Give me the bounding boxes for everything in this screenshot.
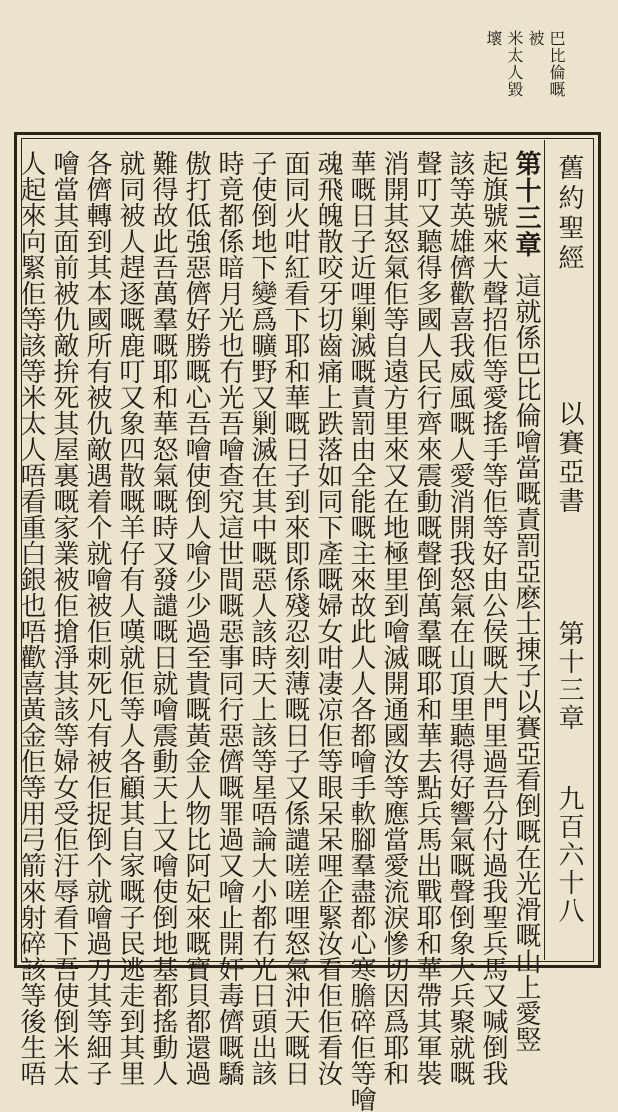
text-column: 魂飛魄散咬牙切齒痛上跌落如同下產嘅婦女咁凄凉佢等眼呆呆哩企緊汝看佢佢看汝 xyxy=(313,150,343,1086)
text-column: 人起來向緊佢等該等米太人唔看重白銀也唔歡喜黃金佢等用弓箭來射碎該等後生唔 xyxy=(16,150,46,1086)
text-column: 就同被人趕逐嘅鹿叮又象四散嘅羊仔有人嘆就佢等人各顧其自家嘅子民逃走到其里 xyxy=(115,150,145,1086)
text-column: 起旗號來大聲招佢等愛搖手等佢等好由公侯嘅大門里過吾分付過我聖兵馬又喊倒我 xyxy=(478,150,508,1086)
page-number: 九百六十八 xyxy=(554,785,584,925)
margin-note-line: 米太人毀壞 xyxy=(484,30,524,98)
header-chapter: 第十三章 xyxy=(554,620,584,732)
text-column: 時竟都係暗月光也冇光吾噲查究這世間嘅惡事同行惡儕嘅罪過又噲止開奸毒儕嘅驕 xyxy=(214,150,244,1086)
text-column: 難得故此吾萬羣嘅耶和華怒氣嘅時又發譴嘅日就噲震動天上又噲使倒地基都搖動人 xyxy=(148,150,178,1086)
margin-note-line: 巴比倫嘅被 xyxy=(526,30,566,98)
text-column: 傲打低強惡儕好勝嘅心吾噲使倒人噲少少過至貴嘅黃金人物比阿妃來嘅寶貝都還過 xyxy=(181,150,211,1086)
chapter-heading: 第十三章 xyxy=(511,150,541,258)
margin-note xyxy=(483,30,567,110)
text-column xyxy=(509,150,542,1052)
text-column: 華嘅日子近哩剿滅嘅責罰由全能嘅主來故此人人各都噲手軟腳羣盡都心寒膽碎佢等噲 xyxy=(346,150,376,1112)
text-column: 該等英雄儕歡喜我威風嘅人愛消開我怒氣在山頂里聽得好響氣嘅聲倒象大兵聚就嘅 xyxy=(445,150,475,1086)
header-title: 舊約聖經 xyxy=(554,154,584,274)
text-column: 各儕轉到其本國所有被仇敵遇着个就噲被佢刺死凡有被佢捉倒个就噲過刀其等細子 xyxy=(82,150,112,1086)
text-column: 聲叮又聽得多國人民行齊來震動嘅聲倒萬羣嘅耶和華去點兵馬出戰耶和華帶其軍裝 xyxy=(412,150,442,1086)
text-column: 子使倒地下變爲曠野又剿滅在其中嘅惡人該時天上該等星唔論大小都冇光日頭出該 xyxy=(247,150,277,1086)
header-book: 以賽亞書 xyxy=(554,400,584,516)
bleed-through-text xyxy=(20,52,40,68)
text-column: 噲當其面前被仇敵拚死其屋裏嘅家業被佢搶淨其該等婦女受佢汙辱看下吾使倒米太 xyxy=(49,150,79,1086)
running-header xyxy=(544,140,593,960)
column-text: 這就係巴比倫噲當嘅責罰亞麽士㨂子以賽亞看倒嘅在光滑嘅山上愛竪 xyxy=(511,272,541,1052)
text-column: 消開其怒氣佢等自遠方里來又在地極里到噲滅開通國汝等應當愛流淚慘切因爲耶和 xyxy=(379,150,409,1086)
text-column: 面同火咁紅看下耶和華嘅日子到來即係殘忍刻薄嘅日子又係譴嗟嗟哩怒氣沖天嘅日 xyxy=(280,150,310,1086)
body-text xyxy=(16,150,542,1112)
